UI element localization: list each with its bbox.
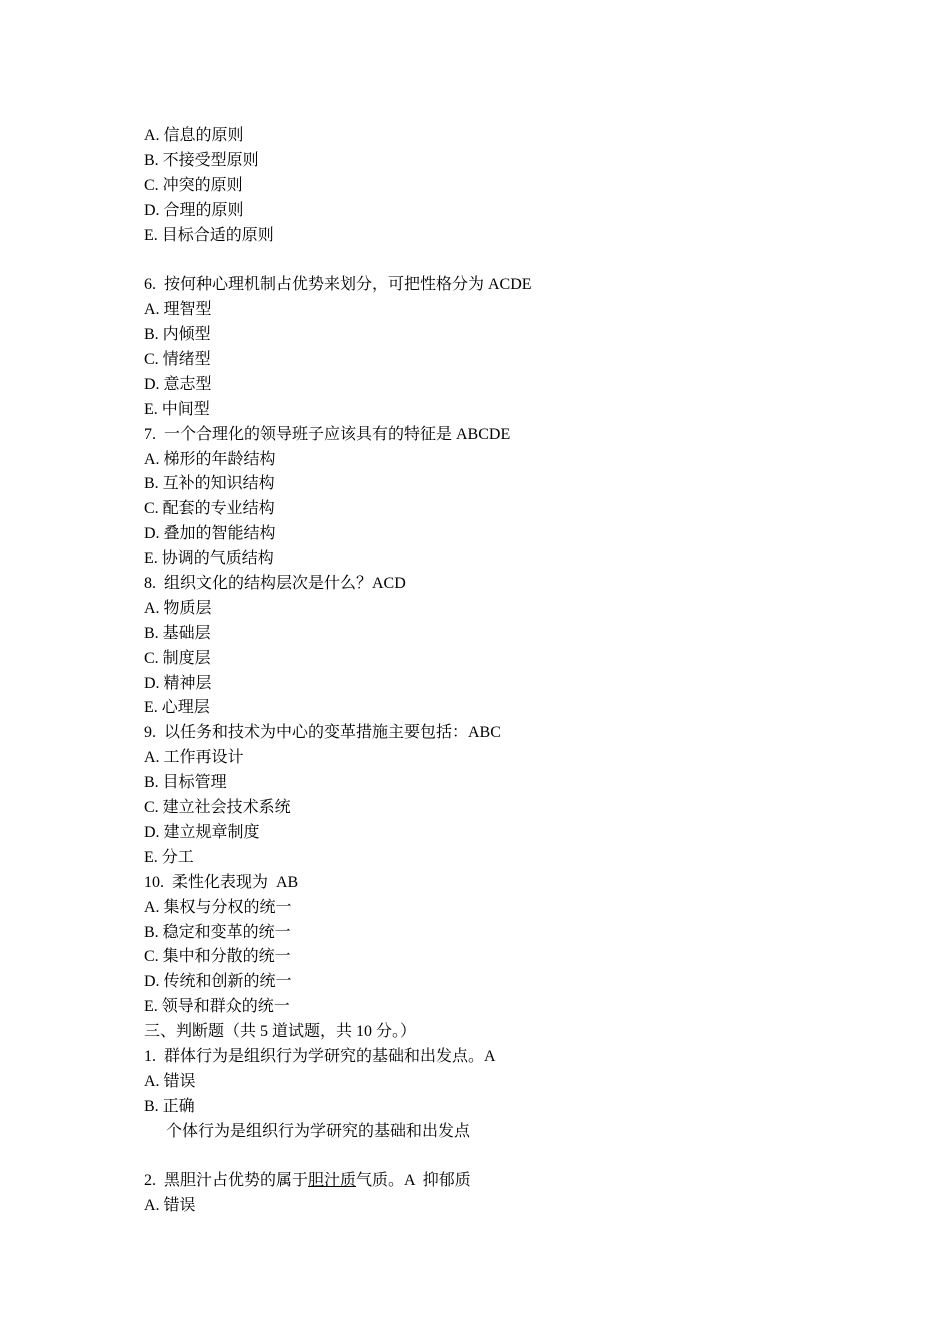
tf1-option-a: A. 错误 (144, 1072, 196, 1090)
q10-option-a: A. 集权与分权的统一 (144, 898, 292, 916)
q5-option-a: A. 信息的原则 (144, 127, 244, 144)
q5-option-d: D. 合理的原则 (144, 201, 244, 219)
q8-option-a: A. 物质层 (144, 599, 212, 617)
q7-option-b: B. 互补的知识结构 (144, 475, 275, 493)
q10-option-d: D. 传统和创新的统一 (144, 973, 292, 991)
tf2-option-a: A. 错误 (144, 1197, 196, 1215)
q5-option-b: B. 不接受型原则 (144, 151, 259, 169)
tf2-stem-before: 2. 黑胆汁占优势的属于 (144, 1172, 309, 1190)
document-body (144, 124, 824, 1219)
tf2-stem-after: 气质。A 抑郁质 (356, 1172, 471, 1190)
section-heading: 三、判断题（共 5 道试题，共 10 分。） (144, 1023, 417, 1041)
tf2-stem (144, 1169, 824, 1194)
q9-option-a: A. 工作再设计 (144, 749, 244, 767)
q9-stem: 9. 以任务和技术为中心的变革措施主要包括：ABC (144, 724, 501, 742)
q8-option-e: E. 心理层 (144, 699, 210, 717)
q8-option-d: D. 精神层 (144, 674, 212, 692)
q9-option-c: C. 建立社会技术系统 (144, 799, 291, 817)
q6-option-b: B. 内倾型 (144, 326, 211, 344)
q10-option-e: E. 领导和群众的统一 (144, 998, 290, 1016)
q6-option-e: E. 中间型 (144, 400, 210, 418)
q9-option-b: B. 目标管理 (144, 774, 227, 792)
q9-option-d: D. 建立规章制度 (144, 823, 260, 841)
q6-option-d: D. 意志型 (144, 375, 212, 393)
q9-option-e: E. 分工 (144, 848, 194, 866)
q5-option-c: C. 冲突的原则 (144, 176, 243, 194)
q7-option-c: C. 配套的专业结构 (144, 500, 275, 518)
q10-option-b: B. 稳定和变革的统一 (144, 923, 291, 941)
blank-line (144, 248, 824, 273)
q7-option-a: A. 梯形的年龄结构 (144, 450, 276, 468)
q10-stem: 10. 柔性化表现为 AB (144, 873, 299, 891)
q8-option-c: C. 制度层 (144, 649, 211, 667)
q5-option-e: E. 目标合适的原则 (144, 226, 274, 244)
q8-stem: 8. 组织文化的结构层次是什么？ACD (144, 575, 406, 593)
q10-option-c: C. 集中和分散的统一 (144, 948, 291, 966)
q6-stem: 6. 按何种心理机制占优势来划分，可把性格分为 ACDE (144, 276, 532, 294)
tf1-stem: 1. 群体行为是组织行为学研究的基础和出发点。A (144, 1047, 496, 1065)
q7-option-d: D. 叠加的智能结构 (144, 525, 276, 543)
tf2-stem-underlined: 胆汁质 (308, 1172, 357, 1190)
q8-option-b: B. 基础层 (144, 624, 211, 642)
q7-stem: 7. 一个合理化的领导班子应该具有的特征是 ABCDE (144, 425, 511, 443)
q6-option-a: A. 理智型 (144, 301, 212, 319)
tf1-option-b: B. 正确 (144, 1097, 195, 1115)
q7-option-e: E. 协调的气质结构 (144, 550, 274, 568)
q6-option-c: C. 情绪型 (144, 351, 211, 369)
blank-line (144, 1145, 824, 1170)
tf1-note: 个体行为是组织行为学研究的基础和出发点 (166, 1122, 471, 1140)
